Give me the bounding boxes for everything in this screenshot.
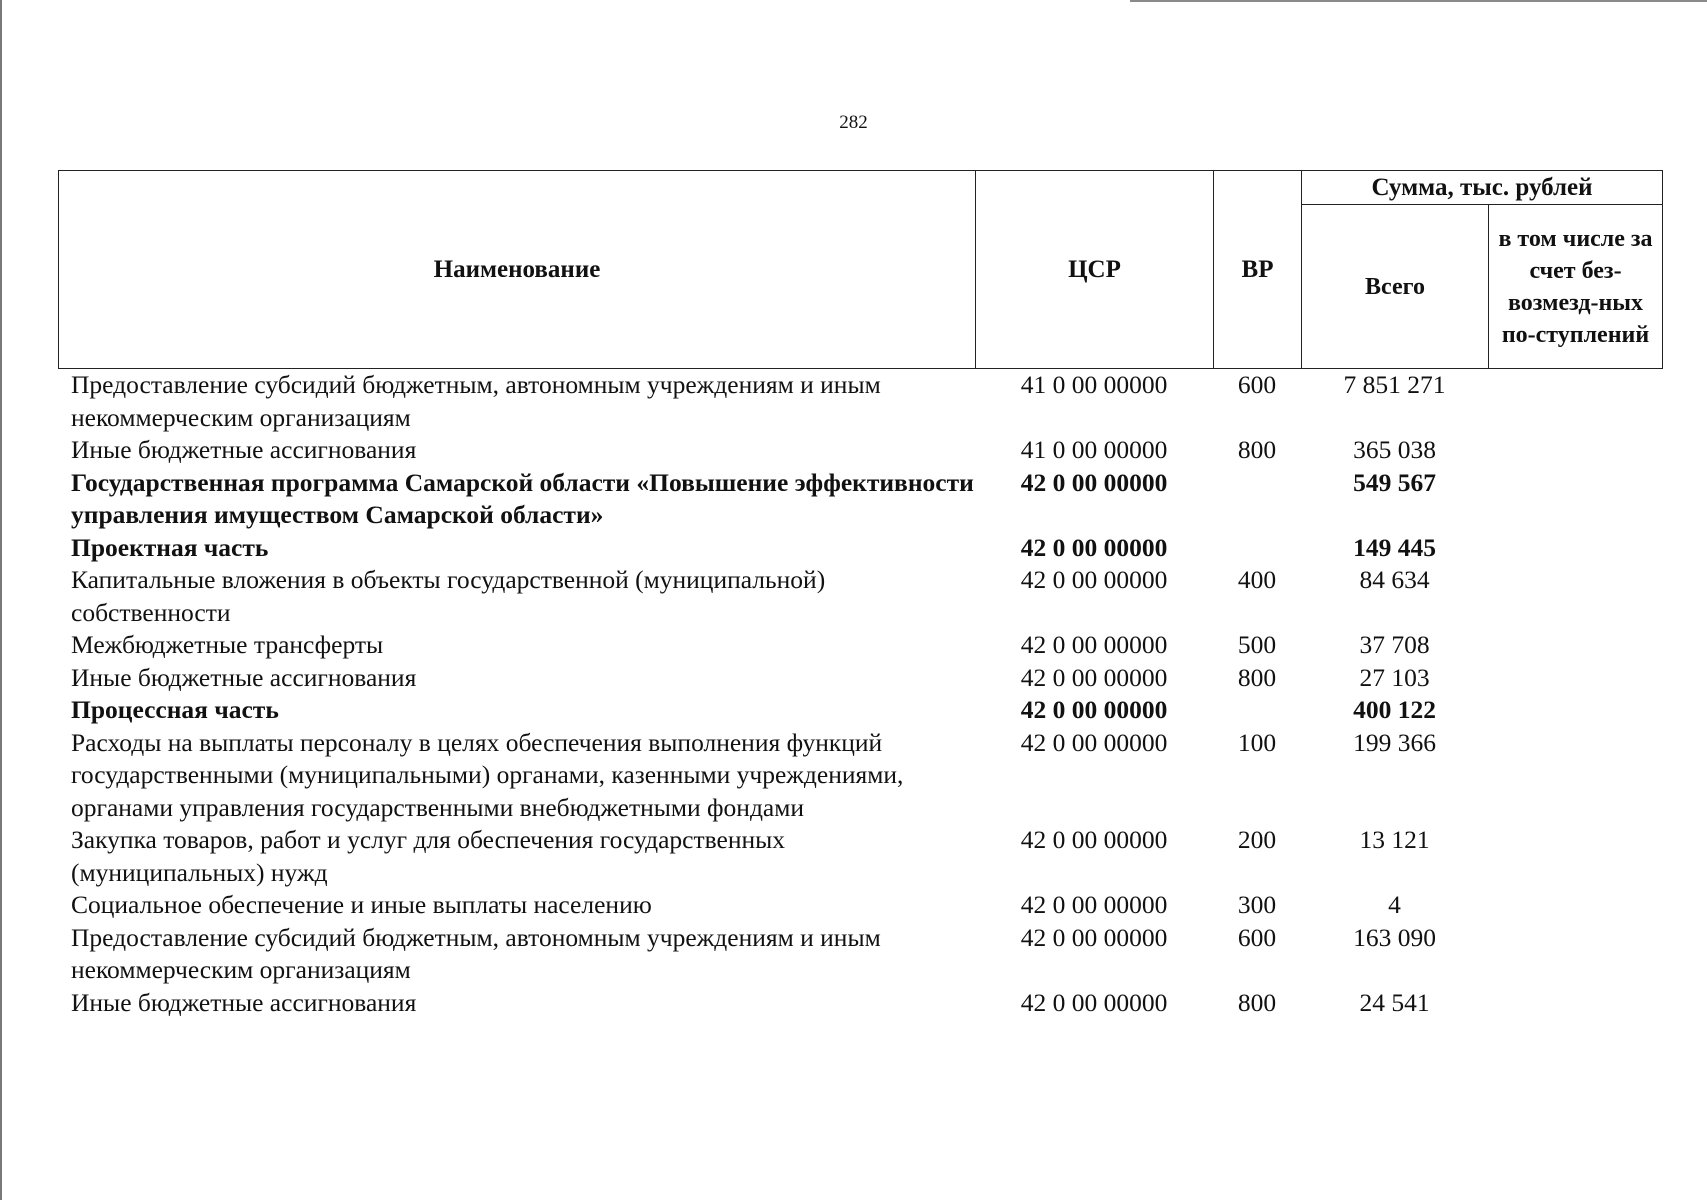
row-name: Иные бюджетные ассигнования	[71, 435, 417, 464]
scan-edge-top	[1130, 0, 1707, 2]
scan-edge-left	[0, 0, 2, 1200]
row-including	[1488, 922, 1662, 987]
row-total: 163 090	[1353, 922, 1436, 952]
row-name: Капитальные вложения в объекты государственной (муниципальной) собственности	[71, 565, 826, 627]
row-csr: 41 0 00 00000	[1020, 370, 1168, 399]
header-including: в том числе за счет без-возмезд-ных по-ступлений	[1489, 205, 1663, 369]
row-total: 13 121	[1359, 825, 1430, 854]
row-total: 149 445	[1353, 532, 1436, 562]
row-vr: 800	[1237, 662, 1277, 692]
row-including	[1488, 369, 1662, 434]
row-csr: 42 0 00 00000	[1020, 695, 1168, 724]
table-row	[58, 662, 1662, 695]
table-row	[58, 824, 1662, 889]
row-including	[1488, 629, 1662, 662]
row-total: 27 103	[1359, 662, 1430, 692]
row-including	[1488, 987, 1662, 1020]
row-total: 365 038	[1353, 435, 1436, 464]
header-vr: ВР	[1214, 171, 1302, 369]
table-row	[58, 987, 1662, 1020]
row-name: Иные бюджетные ассигнования	[71, 662, 417, 692]
row-vr: 600	[1237, 922, 1277, 952]
row-vr: 800	[1237, 435, 1277, 464]
row-total: 24 541	[1359, 987, 1430, 1017]
table-row	[58, 564, 1662, 629]
row-csr: 42 0 00 00000	[1020, 987, 1168, 1017]
row-name: Государственная программа Самарской области «Повышение эффективности управления имуществом Самарской области»	[71, 467, 974, 529]
row-name: Предоставление субсидий бюджетным, автономным учреждениям и иным некоммерческим организациям	[71, 922, 881, 984]
row-csr: 42 0 00 00000	[1020, 467, 1168, 497]
row-total: 84 634	[1359, 565, 1430, 594]
row-total: 7 851 271	[1343, 370, 1446, 399]
table-row	[58, 629, 1662, 662]
table-header	[58, 170, 1663, 369]
row-including	[1488, 434, 1662, 467]
row-vr	[1213, 467, 1301, 532]
header-name: Наименование	[59, 171, 976, 369]
table-row	[58, 369, 1662, 434]
table-row	[58, 922, 1662, 987]
table-row-section	[58, 694, 1662, 727]
header-total: Всего	[1302, 205, 1489, 369]
row-including	[1488, 694, 1662, 727]
row-vr: 300	[1237, 890, 1277, 919]
table-row	[58, 889, 1662, 922]
row-including	[1488, 564, 1662, 629]
row-name: Иные бюджетные ассигнования	[71, 987, 417, 1017]
row-including	[1488, 824, 1662, 889]
row-vr	[1213, 694, 1301, 727]
row-vr	[1213, 532, 1301, 565]
row-name: Проектная часть	[71, 532, 269, 562]
row-total: 199 366	[1353, 727, 1436, 757]
row-name: Социальное обеспечение и иные выплаты населению	[71, 890, 652, 919]
row-vr: 600	[1237, 370, 1277, 399]
row-csr: 42 0 00 00000	[1020, 922, 1168, 952]
row-total: 37 708	[1359, 630, 1430, 659]
table-row	[58, 727, 1662, 825]
header-csr: ЦСР	[976, 171, 1214, 369]
row-total: 400 122	[1353, 695, 1436, 724]
row-name: Межбюджетные трансферты	[71, 630, 384, 659]
row-name: Предоставление субсидий бюджетным, автономным учреждениям и иным некоммерческим организациям	[71, 370, 881, 432]
row-including	[1488, 532, 1662, 565]
table-body	[58, 369, 1662, 1019]
header-sum: Сумма, тыс. рублей	[1302, 171, 1663, 205]
row-including	[1488, 467, 1662, 532]
row-including	[1488, 889, 1662, 922]
row-csr: 42 0 00 00000	[1020, 630, 1168, 659]
table-row-program	[58, 467, 1662, 532]
row-vr: 100	[1237, 727, 1277, 757]
row-csr: 42 0 00 00000	[1020, 890, 1168, 919]
row-csr: 41 0 00 00000	[1020, 435, 1168, 464]
row-name: Закупка товаров, работ и услуг для обеспечения государственных (муниципальных) нужд	[71, 825, 786, 887]
table-row-section	[58, 532, 1662, 565]
row-vr: 200	[1237, 825, 1277, 854]
row-including	[1488, 662, 1662, 695]
row-csr: 42 0 00 00000	[1020, 662, 1168, 692]
row-vr: 800	[1237, 987, 1277, 1017]
row-name: Процессная часть	[71, 695, 279, 724]
row-including	[1488, 727, 1662, 825]
row-csr: 42 0 00 00000	[1020, 727, 1168, 757]
row-csr: 42 0 00 00000	[1020, 565, 1168, 594]
row-csr: 42 0 00 00000	[1020, 825, 1168, 854]
row-vr: 500	[1237, 630, 1277, 659]
table-row	[58, 434, 1662, 467]
row-name: Расходы на выплаты персоналу в целях обеспечения выполнения функций государственными (муниципальными) органами, казенными учреждениями, органами управления государственными внебюджетными фондами	[71, 727, 904, 822]
page-number: 282	[839, 112, 868, 133]
row-csr: 42 0 00 00000	[1020, 532, 1168, 562]
row-total: 549 567	[1353, 467, 1436, 497]
row-vr: 400	[1237, 565, 1277, 594]
row-total: 4	[1388, 890, 1401, 919]
